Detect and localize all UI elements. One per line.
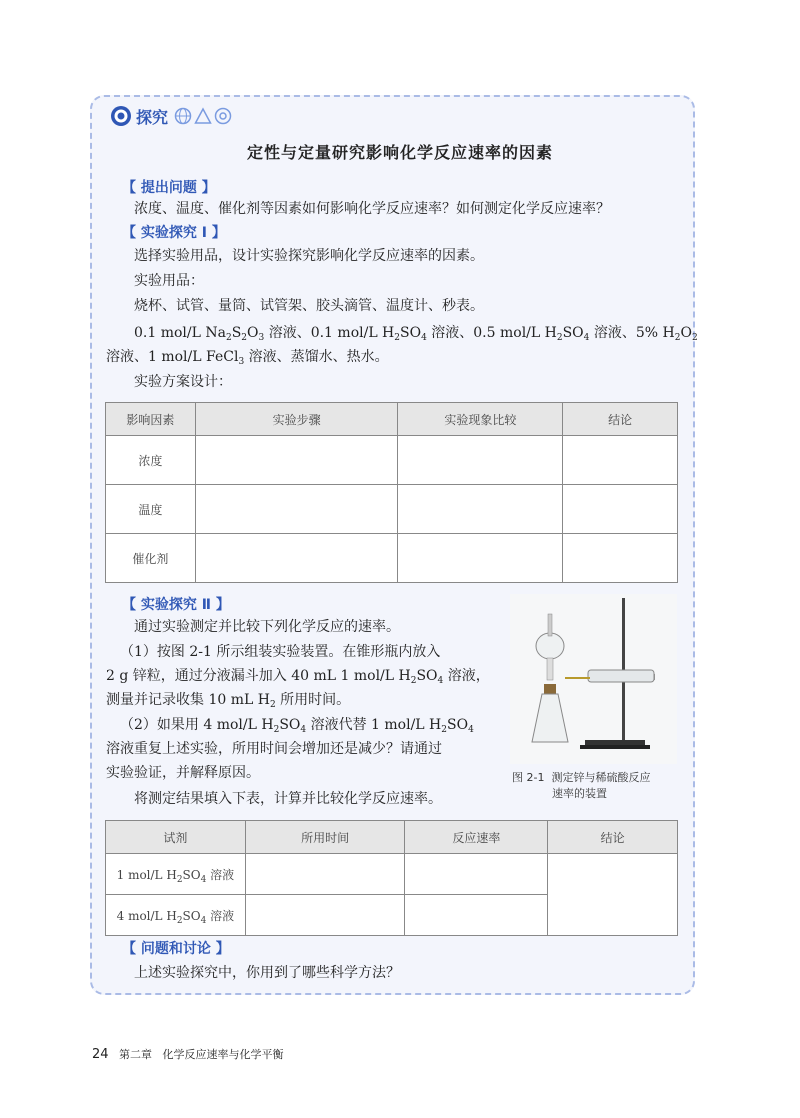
experiment-2-line-3: 2 g 锌粒，通过分液漏斗加入 40 mL 1 mol/L $H_2SO_4$ 溶液， [106,668,490,686]
table-header-cell: 所用时间 [245,821,405,854]
experiment-2-line-1: 通过实验测定并比较下列化学反应的速率。 [134,619,400,635]
table-row [106,854,678,895]
discussion-text: 上述实验探究中，你用到了哪些科学方法？ [134,965,400,981]
experiment-2-line-8: 将测定结果填入下表，计算并比较化学反应速率。 [134,791,442,807]
experiment-2-line-6: 溶液重复上述实验，所用时间会增加还是减少？请通过 [106,741,442,757]
reagents-line-1: 0.1 mol/L $Na_2S_2O_3$ 溶液、0.1 mol/L $H_2SO_4$ 溶液、0.5 mol/L $H_2SO_4$ 溶液、5% $H_2O_2$ [134,325,698,343]
page-footer [92,1046,284,1062]
empty-cell [195,436,398,485]
materials-label: 实验用品： [134,273,204,289]
target-icon [110,105,132,127]
table-header-cell: 实验步骤 [195,403,398,436]
experiment-2-line-7: 实验验证，并解释原因。 [106,765,260,781]
reagent-cell: 4 mol/L $H_2SO_4$ 溶液 [106,895,246,936]
empty-cell [563,534,678,583]
inquiry-label: 探究 [136,107,169,127]
empty-cell [195,534,398,583]
question-text: 浓度、温度、催化剂等因素如何影响化学反应速率？如何测定化学反应速率？ [134,201,610,217]
figure-label: 图 2-1 [512,771,545,784]
table-header-cell: 实验现象比较 [398,403,563,436]
empty-cell [398,485,563,534]
table-header-cell: 反应速率 [405,821,548,854]
globe-icon [174,107,192,125]
experiment-2-line-5: （2）如果用 4 mol/L $H_2SO_4$ 溶液代替 1 mol/L $H_2SO_4$ [120,717,474,735]
figure-caption-line-2: 速率的装置 [552,787,607,800]
experiment-2-line-2: （1）按图 2-1 所示组装实验装置。在锥形瓶内放入 [120,644,441,660]
apparatus-figure [510,594,677,764]
experiment-2-line-4: 测量并记录收集 10 mL $H_2$ 所用时间。 [106,692,351,710]
table-header-row [106,403,678,436]
gear-icon [214,107,232,125]
inquiry-header [110,104,232,128]
empty-cell [245,854,405,895]
table-header-cell: 试剂 [106,821,246,854]
empty-cell [245,895,405,936]
figure-caption [512,770,692,802]
experiment-1-intro: 选择实验用品，设计实验探究影响化学反应速率的因素。 [134,248,484,264]
empty-cell [398,436,563,485]
empty-cell [398,534,563,583]
page-number: 24 [92,1047,109,1062]
empty-cell [195,485,398,534]
table-header-row [106,821,678,854]
table-header-cell: 结论 [563,403,678,436]
factor-cell: 浓度 [106,436,196,485]
factor-cell: 温度 [106,485,196,534]
empty-cell [563,485,678,534]
reagent-cell: 1 mol/L $H_2SO_4$ 溶液 [106,854,246,895]
results-table [105,820,678,936]
reagents-line-2: 溶液、1 mol/L FeCl$_3$ 溶液、蒸馏水、热水。 [106,349,389,367]
table-header-cell: 影响因素 [106,403,196,436]
empty-cell [405,854,548,895]
table-row [106,485,678,534]
table-header-cell: 结论 [548,821,678,854]
table-row [106,534,678,583]
section-heading-question: 【 提出问题 】 [122,180,216,196]
empty-cell [548,854,678,936]
section-heading-experiment-1: 【 实验探究 Ⅰ 】 [122,225,226,241]
table-row [106,436,678,485]
factors-table [105,402,678,583]
figure-caption-line-1: 测定锌与稀硫酸反应 [551,771,651,784]
section-heading-discussion: 【 问题和讨论 】 [122,941,230,957]
chapter-label: 第二章 [119,1048,153,1061]
empty-cell [563,436,678,485]
triangle-icon [194,107,212,125]
equipment-list: 烧杯、试管、量筒、试管架、胶头滴管、温度计、秒表。 [134,298,484,314]
chapter-title: 化学反应速率与化学平衡 [162,1048,284,1061]
section-heading-experiment-2: 【 实验探究 Ⅱ 】 [122,597,230,613]
page-title: 定性与定量研究影响化学反应速率的因素 [246,143,553,162]
plan-label: 实验方案设计： [134,374,232,390]
factor-cell: 催化剂 [106,534,196,583]
empty-cell [405,895,548,936]
apparatus-illustration [510,594,677,764]
